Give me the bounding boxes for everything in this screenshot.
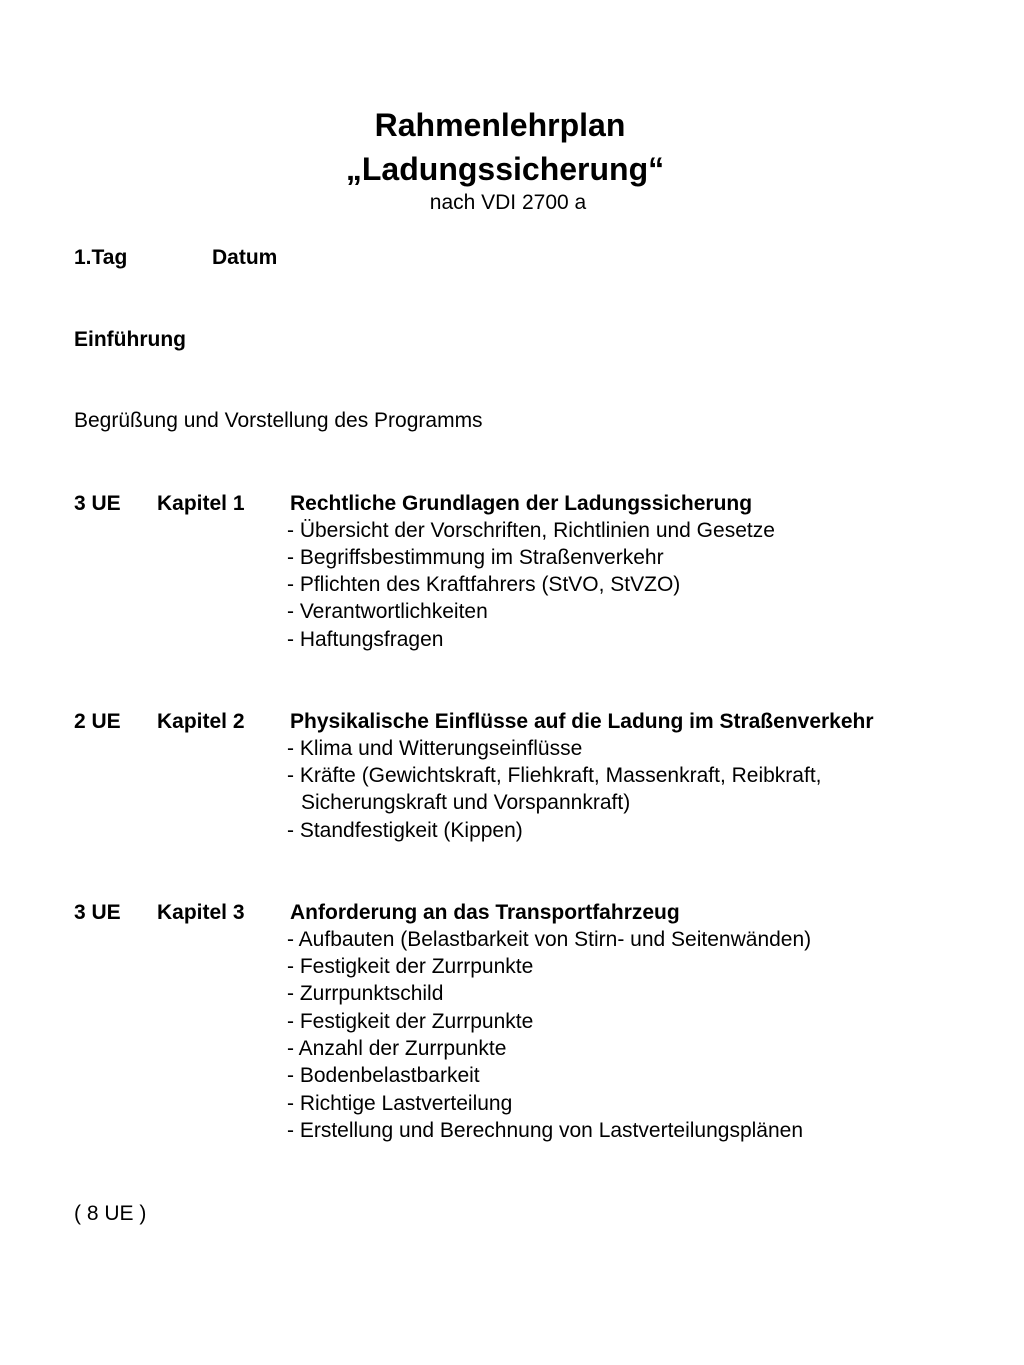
- chapter-item: - Kräfte (Gewichtskraft, Fliehkraft, Massenkraft, Reibkraft,: [287, 764, 822, 787]
- chapter-item: - Richtige Lastverteilung: [287, 1092, 513, 1115]
- chapter-item: - Klima und Witterungseinflüsse: [287, 737, 583, 760]
- chapter-item: - Anzahl der Zurrpunkte: [287, 1037, 507, 1060]
- chapter-item-continuation: Sicherungskraft und Vorspannkraft): [301, 791, 631, 814]
- chapter-item: - Pflichten des Kraftfahrers (StVO, StVZO): [287, 573, 681, 596]
- chapter-label: Kapitel 2: [157, 710, 245, 733]
- intro-heading: Einführung: [74, 328, 186, 351]
- chapter-units: 3 UE: [74, 901, 121, 924]
- intro-text: Begrüßung und Vorstellung des Programms: [74, 409, 483, 432]
- chapter-label: Kapitel 3: [157, 901, 245, 924]
- document-title: Rahmenlehrplan: [374, 107, 626, 143]
- chapter-item: - Standfestigkeit (Kippen): [287, 819, 523, 842]
- chapter-item: - Erstellung und Berechnung von Lastverteilungsplänen: [287, 1119, 804, 1142]
- document-subtitle: nach VDI 2700 a: [429, 191, 587, 214]
- day-date-label: Datum: [212, 246, 278, 269]
- chapter-topic: Physikalische Einflüsse auf die Ladung im Straßenverkehr: [290, 710, 874, 733]
- chapter-units: 3 UE: [74, 492, 121, 515]
- document-title-quoted: „Ladungssicherung“: [345, 151, 665, 187]
- chapter-item: - Zurrpunktschild: [287, 982, 444, 1005]
- chapter-item: - Aufbauten (Belastbarkeit von Stirn- und Seitenwänden): [287, 928, 812, 951]
- chapter-item: - Begriffsbestimmung im Straßenverkehr: [287, 546, 664, 569]
- chapter-topic: Anforderung an das Transportfahrzeug: [290, 901, 680, 924]
- chapter-item: - Übersicht der Vorschriften, Richtlinien und Gesetze: [287, 519, 775, 542]
- chapter-item: - Bodenbelastbarkeit: [287, 1064, 480, 1087]
- chapter-item: - Festigkeit der Zurrpunkte: [287, 955, 534, 978]
- chapter-units: 2 UE: [74, 710, 121, 733]
- chapter-item: - Haftungsfragen: [287, 628, 444, 651]
- chapter-item: - Festigkeit der Zurrpunkte: [287, 1010, 534, 1033]
- total-units: ( 8 UE ): [74, 1202, 147, 1225]
- chapter-item: - Verantwortlichkeiten: [287, 600, 488, 623]
- day-label: 1.Tag: [74, 246, 128, 269]
- chapter-label: Kapitel 1: [157, 492, 245, 515]
- chapter-topic: Rechtliche Grundlagen der Ladungssicherung: [290, 492, 753, 515]
